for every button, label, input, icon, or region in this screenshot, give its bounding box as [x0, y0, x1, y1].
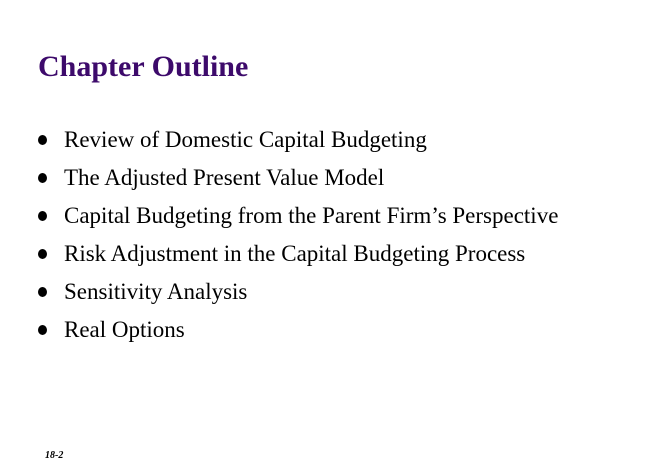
slide-number: 18-2: [45, 450, 64, 461]
bullet-icon: [38, 211, 47, 221]
bullet-text: Risk Adjustment in the Capital Budgeting Process: [64, 241, 526, 266]
bullet-text: Review of Domestic Capital Budgeting: [64, 127, 427, 152]
list-item: [36, 314, 636, 345]
bullet-icon: [38, 325, 47, 335]
bullet-text: Real Options: [64, 317, 185, 342]
list-item: [36, 162, 636, 193]
slide-title: Chapter Outline: [38, 50, 249, 83]
bullet-icon: [38, 249, 47, 259]
bullet-icon: [38, 173, 47, 183]
bullet-icon: [38, 135, 47, 145]
bullet-list: [36, 124, 636, 345]
list-item: [36, 200, 636, 231]
list-item: [36, 238, 636, 269]
list-item: [36, 276, 636, 307]
bullet-text: Capital Budgeting from the Parent Firm’s Perspective: [64, 203, 559, 228]
bullet-icon: [38, 287, 47, 297]
list-item: [36, 124, 636, 155]
bullet-text: Sensitivity Analysis: [64, 279, 248, 304]
bullet-text: The Adjusted Present Value Model: [64, 165, 385, 190]
